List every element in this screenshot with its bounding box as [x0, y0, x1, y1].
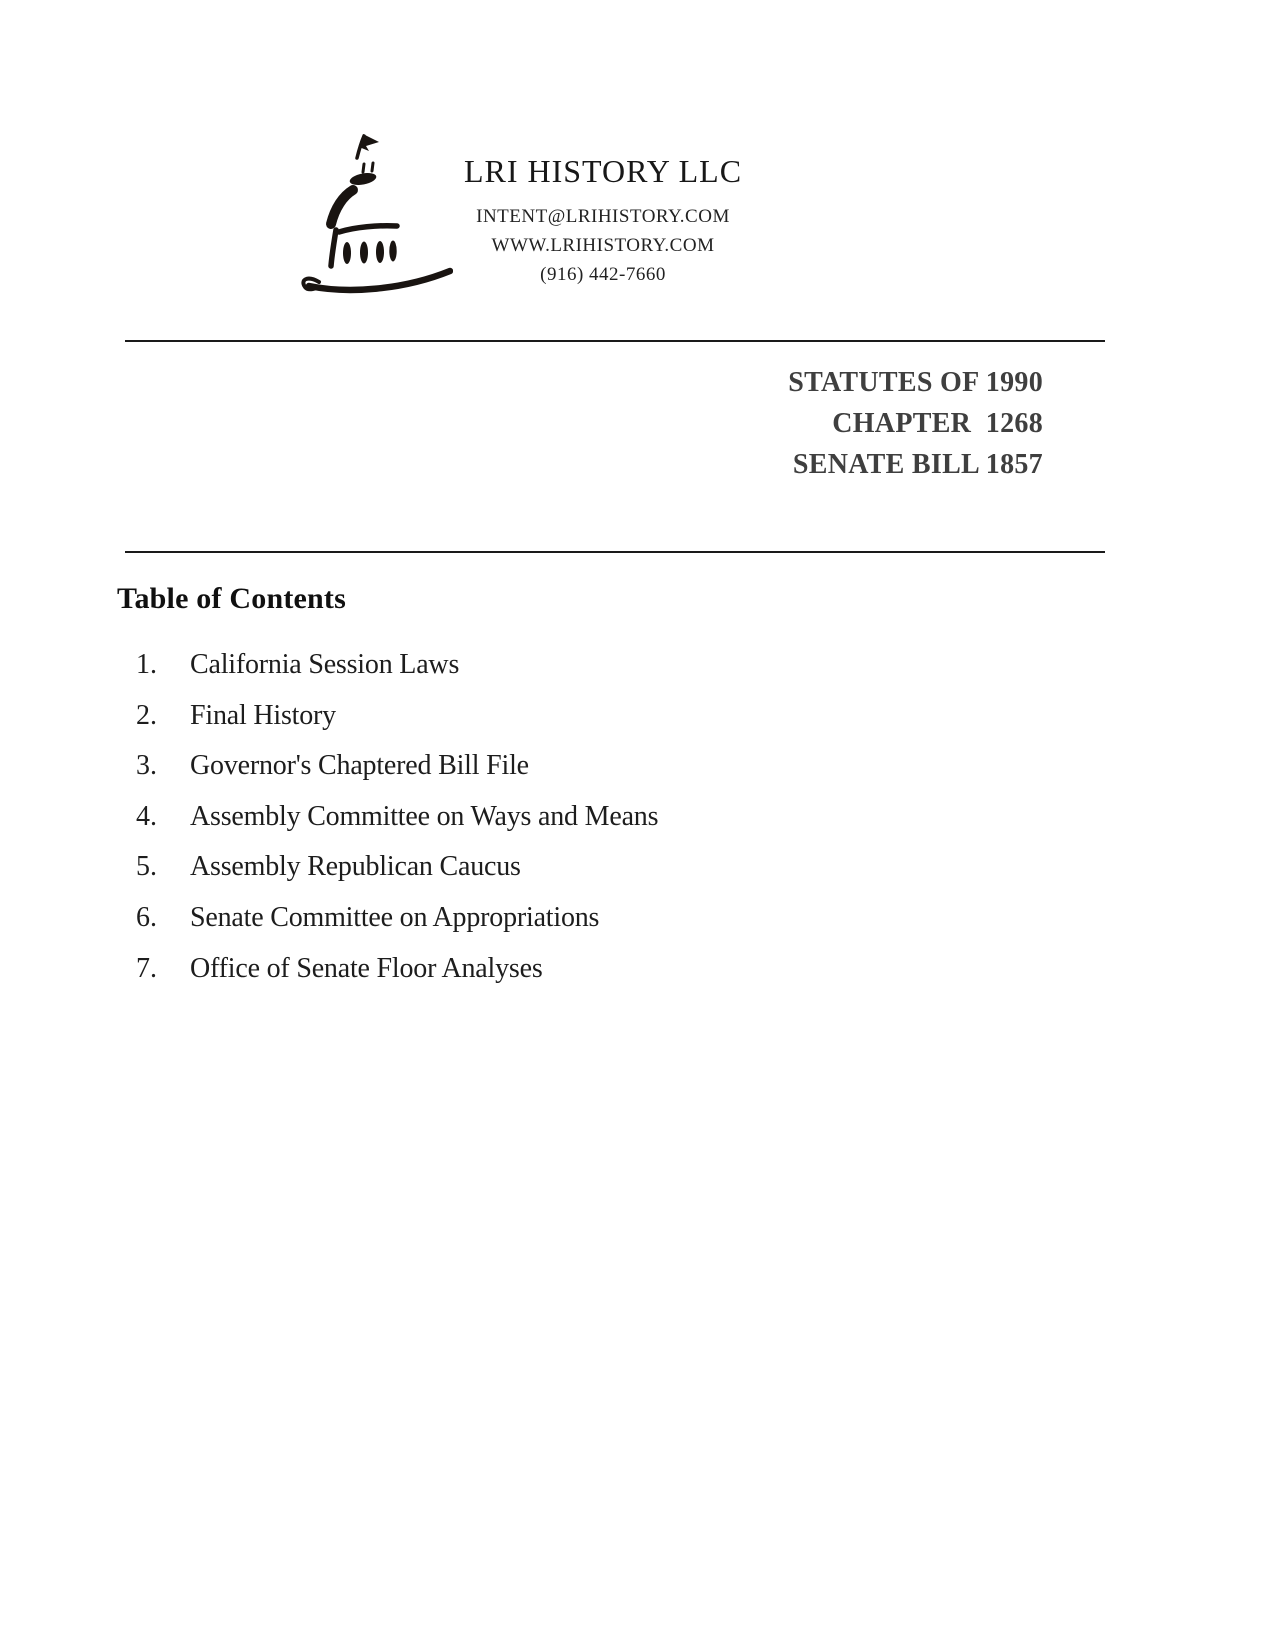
contact-email: INTENT@LRIHISTORY.COM — [476, 206, 730, 227]
toc-item — [136, 792, 658, 843]
title-senate-bill: SENATE BILL 1857 — [792, 449, 1043, 480]
toc-item-label: Assembly Committee on Ways and Means — [190, 800, 659, 832]
toc-item-label: Office of Senate Floor Analyses — [190, 952, 543, 984]
toc-item-label: Governor's Chaptered Bill File — [190, 750, 529, 782]
toc-item-number: 1. — [136, 649, 157, 680]
title-chapter: CHAPTER 1268 — [832, 408, 1043, 439]
title-statutes: STATUTES OF 1990 — [788, 367, 1043, 398]
toc-item-label: Senate Committee on Appropriations — [190, 901, 600, 933]
toc-item — [136, 741, 658, 792]
contact-website: WWW.LRIHISTORY.COM — [491, 235, 715, 256]
document-title-block — [788, 362, 1043, 485]
toc-heading: Table of Contents — [117, 582, 346, 615]
toc-item-number: 4. — [136, 800, 157, 832]
toc-item-label: Assembly Republican Caucus — [190, 851, 521, 883]
toc-item — [136, 893, 658, 944]
toc-item — [136, 691, 658, 742]
toc-item — [136, 944, 658, 995]
divider-top — [125, 340, 1105, 342]
company-name: LRI HISTORY LLC — [463, 153, 743, 189]
toc-item — [136, 640, 658, 691]
toc-list — [136, 640, 658, 994]
contact-block — [403, 202, 803, 289]
letterhead — [403, 152, 803, 289]
toc-item-label: California Session Laws — [190, 649, 460, 680]
toc-item-number: 2. — [136, 699, 157, 731]
divider-bottom — [125, 551, 1105, 553]
toc-item-label: Final History — [190, 699, 336, 731]
toc-item-number: 6. — [136, 901, 157, 933]
toc-item — [136, 842, 658, 893]
toc-item-number: 3. — [136, 750, 157, 782]
toc-item-number: 7. — [136, 952, 157, 984]
contact-phone: (916) 442-7660 — [540, 264, 666, 285]
toc-item-number: 5. — [136, 851, 157, 883]
